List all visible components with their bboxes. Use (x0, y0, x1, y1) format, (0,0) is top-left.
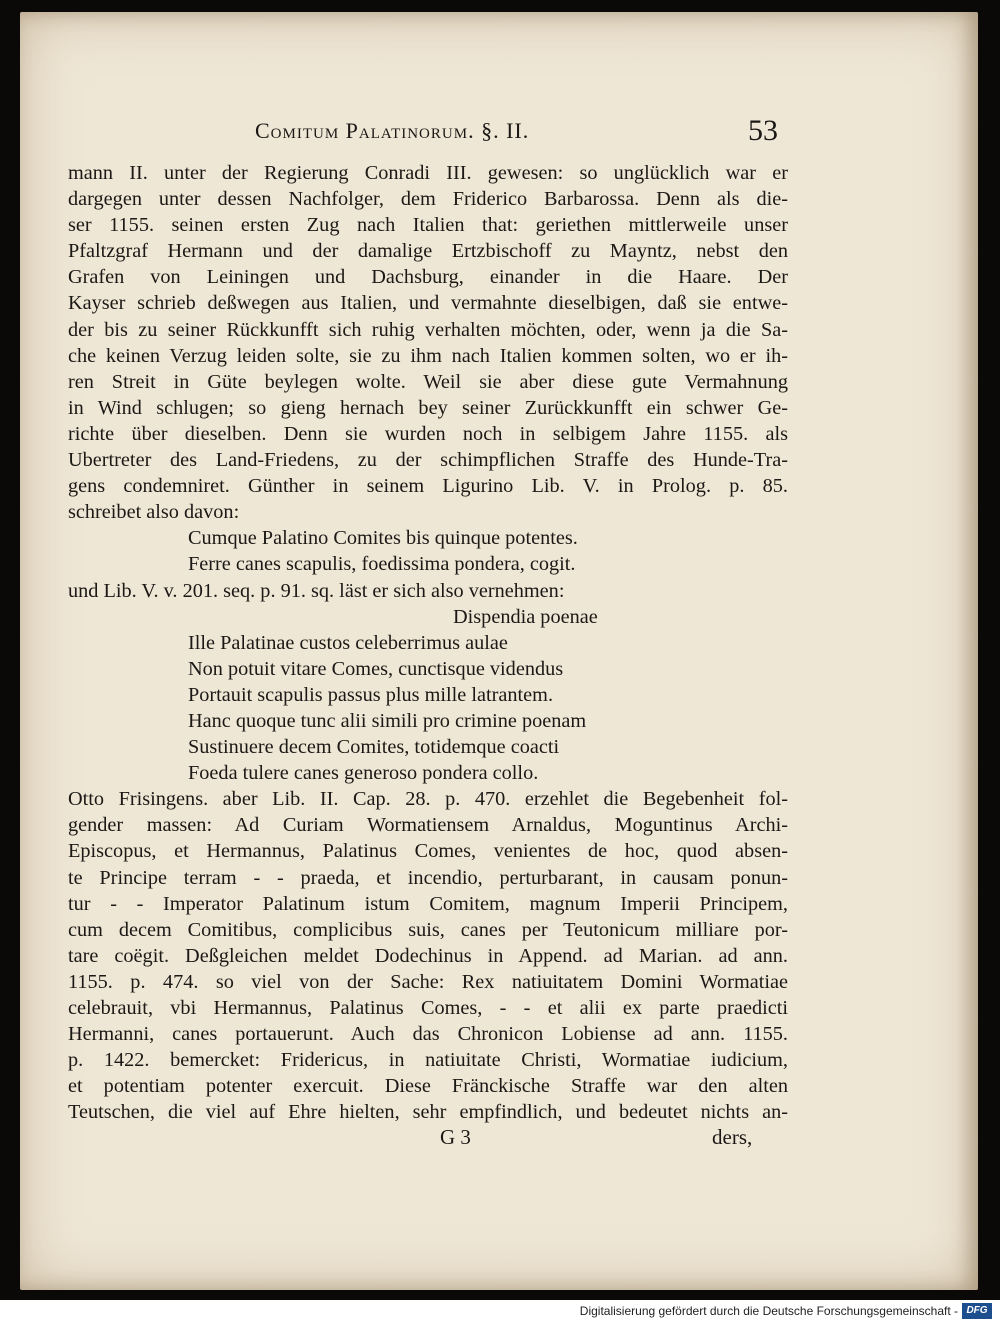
text-line: Hermanni, canes portauerunt. Auch das Chronicon Lobiense ad ann. 1155. (68, 1023, 788, 1046)
text-line: p. 1422. bemercket: Fridericus, in natiuitate Christi, Wormatiae iudicium, (68, 1049, 788, 1072)
footer (0, 1300, 1000, 1323)
running-head: Comitum Palatinorum. §. II. (255, 118, 530, 143)
text-line: der bis zu seiner Rückkunfft sich ruhig verhalten möchten, oder, wenn ja die Sa- (68, 318, 788, 341)
verse-line: Portauit scapulis passus plus mille latrantem. (188, 683, 554, 706)
text-line: Pfaltzgraf Hermann und der damalige Ertzbischoff zu Mayntz, nebst den (68, 240, 788, 263)
text-line: Ubertreter des Land-Friedens, zu der schimpflichen Straffe des Hunde-Tra- (68, 449, 788, 472)
text-line: richte über dieselben. Denn sie wurden noch in selbigem Jahre 1155. als (68, 422, 788, 445)
text-line: dargegen unter dessen Nachfolger, dem Friderico Barbarossa. Denn als die- (68, 188, 788, 211)
page-header (60, 114, 780, 158)
text-line: gens condemniret. Günther in seinem Ligurino Lib. V. in Prolog. p. 85. (68, 475, 788, 498)
text-line: ren Streit in Güte beylegen wolte. Weil sie aber diese gute Vermahnung (68, 370, 788, 393)
text-line: Teutschen, die viel auf Ehre hielten, sehr empfindlich, und bedeutet nichts an- (68, 1101, 788, 1124)
verse-line: Cumque Palatino Comites bis quinque potentes. (188, 527, 578, 550)
footer-credit: Digitalisierung gefördert durch die Deutsche Forschungsgemeinschaft - (579, 1304, 958, 1318)
text-line: celebrauit, vbi Hermannus, Palatinus Comes, - - et alii ex parte praedicti (68, 997, 788, 1019)
verse-line: Foeda tulere canes generoso pondera collo. (188, 762, 539, 785)
text-line: tur - - Imperator Palatinum istum Comitem, magnum Imperii Principem, (68, 892, 788, 915)
text-line: te Principe terram - - praeda, et incendio, perturbarant, in causam ponun- (68, 866, 788, 889)
dfg-logo: DFG (962, 1303, 992, 1319)
page-body (68, 160, 788, 1125)
text-line: cum decem Comitibus, complicibus suis, canes per Teutonicum milliare por- (68, 918, 788, 941)
catchword: ders, (712, 1125, 753, 1149)
verse-line: Dispendia poenae (453, 605, 598, 628)
text-line: Episcopus, et Hermannus, Palatinus Comes, venientes de hoc, quod absen- (68, 840, 788, 863)
page-number: 53 (748, 114, 778, 147)
text-line: che keinen Verzug leiden solte, sie zu ihm nach Italien kommen solten, wo er ih- (68, 344, 788, 367)
text-line: in Wind schlugen; so gieng hernach bey seiner Zurückkunfft ein schwer Ge- (68, 396, 788, 419)
text-line: gender massen: Ad Curiam Wormatiensem Arnaldus, Moguntinus Archi- (68, 814, 788, 837)
text-line: schreibet also davon: (68, 501, 240, 524)
verse-line: Hanc quoque tunc alii simili pro crimine poenam (188, 709, 587, 732)
text-line: tare coëgit. Deßgleichen meldet Dodechinus in Append. ad Marian. ad ann. (68, 944, 788, 967)
text-line: 1155. p. 474. so viel von der Sache: Rex natiuitatem Domini Wormatiae (68, 970, 788, 993)
text-line: Otto Frisingens. aber Lib. II. Cap. 28. p. 470. erzehlet die Begebenheit fol- (68, 788, 788, 811)
verse-line: Ferre canes scapulis, foedissima pondera, cogit. (188, 553, 576, 576)
text-line: Kayser schrieb deßwegen aus Italien, und vermahnte dieselbigen, daß sie entwe- (68, 292, 788, 315)
verse-line: Sustinuere decem Comites, totidemque coacti (188, 736, 560, 759)
signature-mark: G 3 (440, 1125, 471, 1149)
text-line: Grafen von Leiningen und Dachsburg, einander in die Haare. Der (68, 266, 788, 289)
bridge-line: und Lib. V. v. 201. seq. p. 91. sq. läst er sich also vernehmen: (68, 579, 565, 602)
text-line: et potentiam potenter exercuit. Diese Fränckische Straffe war den alten (68, 1075, 788, 1098)
text-line: mann II. unter der Regierung Conradi III. gewesen: so unglücklich war er (68, 162, 788, 184)
verse-line: Non potuit vitare Comes, cunctisque videndus (188, 657, 564, 680)
text-line: ser 1155. seinen ersten Zug nach Italien that: geriethen mittlerweile unser (68, 214, 788, 237)
verse-line: Ille Palatinae custos celeberrimus aulae (188, 631, 508, 654)
